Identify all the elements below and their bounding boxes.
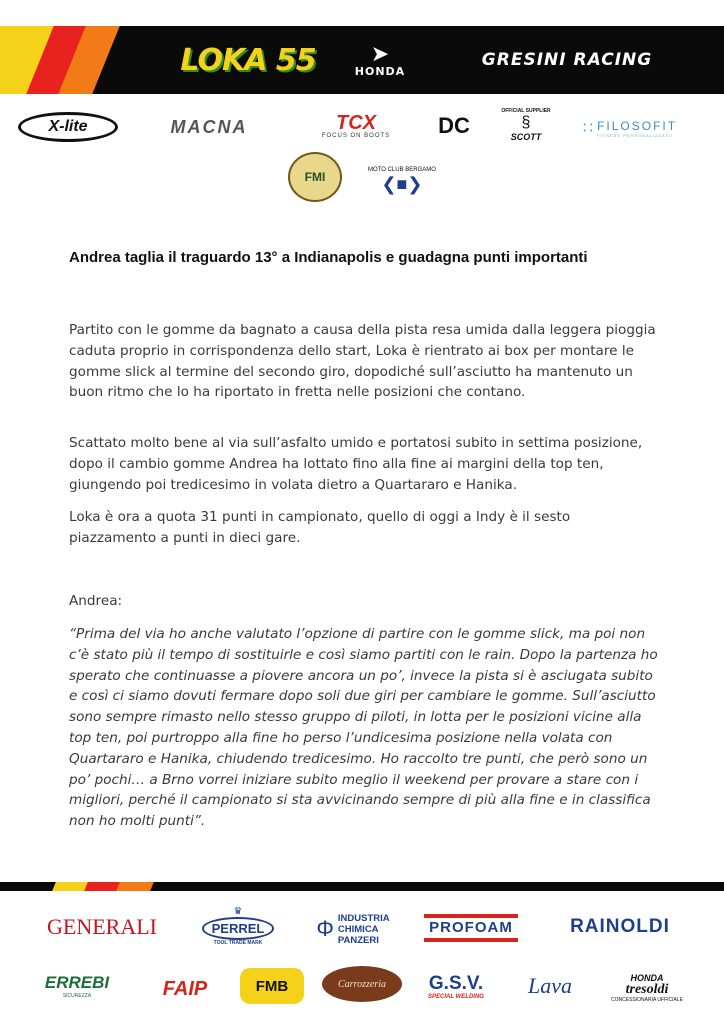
filosofit-logo (570, 114, 690, 142)
tcx-logo (308, 110, 404, 142)
article-paragraph-3: Loka è ora a quota 31 punti in campionato, quello di oggi a Indy è il sesto piazzamento a punti in dieci gare. (69, 509, 571, 546)
faip-logo: FAIP (162, 977, 208, 1000)
industria-chimica-panzeri-logo (300, 908, 406, 950)
gresini-racing-logo: GRESINI RACING (481, 50, 653, 70)
generali-logo: GENERALI (47, 914, 157, 939)
footer-stripe-orange (116, 882, 154, 891)
icp-symbol-icon: Φ (316, 916, 334, 941)
scott-wordmark: SCOTT (510, 132, 542, 142)
tresoldi-tagline: CONCESSIONARIA UFFICIALE (611, 997, 683, 1003)
article-paragraph-1: Partito con le gomme da bagnato a causa della pista resa umida dalla leggera pioggia caduta proprio in corrispondenza dello start, Loka è rientrato ai box per montare le gomme slick al termine del secondo giro, dopodiché sull’asciutto ha mantenuto un buon ritmo che lo ha riportato in fretta nelle posizioni che contano. (69, 322, 656, 401)
footer-band (0, 882, 724, 891)
errebi-tagline: SICUREZZA (62, 993, 92, 999)
icp-line-3: PANZERI (337, 934, 379, 946)
perrel-tagline: TOOL TRADE MARK (213, 939, 263, 946)
icp-line-2: CHIMICA (337, 923, 379, 935)
perrel-wordmark: PERREL (202, 917, 275, 940)
scott-supplier-label: OFFICIAL SUPPLIER (501, 108, 551, 114)
profoam-wordmark: PROFOAM (429, 919, 513, 936)
tresoldi-wordmark: tresoldi (625, 982, 669, 997)
profoam-logo (424, 912, 518, 944)
errebi-logo (26, 966, 128, 1006)
gsv-tagline: SPECIAL WELDING (428, 994, 484, 1000)
fmb-logo: FMB (240, 968, 304, 1004)
honda-wordmark: HONDA (354, 64, 406, 78)
article-paragraph-2: Scattato molto bene al via sull’asfalto umido e portatosi subito in settima posizione, dopo il cambio gomme Andrea ha lottato fino alla fine ai margini della top ten, giungendo poi tredicesimo in volata dietro a Quartararo e Hanika. (69, 435, 643, 493)
tcx-wordmark: TCX (336, 112, 376, 134)
crown-icon: ♛ (233, 905, 243, 917)
loka-55-logo: LOKA 55 (180, 42, 316, 78)
rainoldi-logo: RAINOLDI (570, 916, 670, 937)
honda-tresoldi-logo (600, 970, 694, 1006)
carrozzeria-logo: Carrozzeria (322, 966, 402, 1002)
profoam-bar-bottom (424, 938, 518, 942)
xlite-logo: X-lite (18, 112, 118, 142)
moto-club-label: MOTO CLUB BERGAMO (368, 167, 436, 173)
lava-logo: Lava (528, 973, 572, 998)
scott-s-icon: § (521, 114, 531, 131)
honda-logo (340, 26, 420, 94)
dc-logo: DC (438, 113, 470, 138)
wings-icon: ❮■❯ (381, 174, 423, 194)
quote-speaker: Andrea: (69, 593, 123, 609)
errebi-wordmark: ERREBI (44, 973, 110, 992)
macna-logo: MACNA (170, 116, 248, 137)
scott-logo (498, 104, 554, 146)
article-headline: Andrea taglia il traguardo 13° a Indianapolis e guadagna punti importanti (69, 249, 588, 266)
gsv-wordmark: G.S.V. (428, 973, 484, 994)
filosofit-tagline: FITNESS PERSONALIZZATO (597, 132, 673, 138)
honda-wing-icon: ➤ (370, 40, 390, 66)
fmi-emblem: FMI (288, 152, 342, 202)
tcx-tagline: FOCUS ON BOOTS (321, 133, 391, 139)
tresoldi-honda-label: HONDA (630, 973, 664, 983)
header-band (0, 26, 724, 94)
moto-club-bergamo-logo (366, 162, 438, 200)
rider-quote: “Prima del via ho anche valutato l’opzione di partire con le gomme slick, ma poi non c’è stato più il tempo di sostituirle e così siamo partiti con le rain. Dopo la partenza ho sperato che continuasse a piovere ancora un po’, invece la pista si è asciugata subito e così ci siamo dovuti fermare dopo soli due giri per cambiare le gomme. Sull’asciutto sono sempre rimasto nello stesso gruppo di piloti, in lotta per le posizioni vicine alla top ten, poi purtroppo alla fine ho perso l’undicesima posizione nella volata con Quartararo e Hanika, chiudendo tredicesimo. Ho raccolto tre punti, che però sono un po’ pochi… a Brno vorrei iniziare subito meglio il weekend per provare a stare con i migliori, perché il campionato si sta avvicinando sempre di più alla fine e in classifica non ho molti punti”. (69, 626, 658, 830)
filosofit-wordmark: FILOSOFIT (597, 118, 678, 133)
perrel-logo (196, 902, 280, 950)
gsv-logo (414, 970, 498, 1004)
icp-line-1: INDUSTRIA (337, 912, 390, 924)
filosofit-dots-icon: ∷ (582, 120, 594, 137)
